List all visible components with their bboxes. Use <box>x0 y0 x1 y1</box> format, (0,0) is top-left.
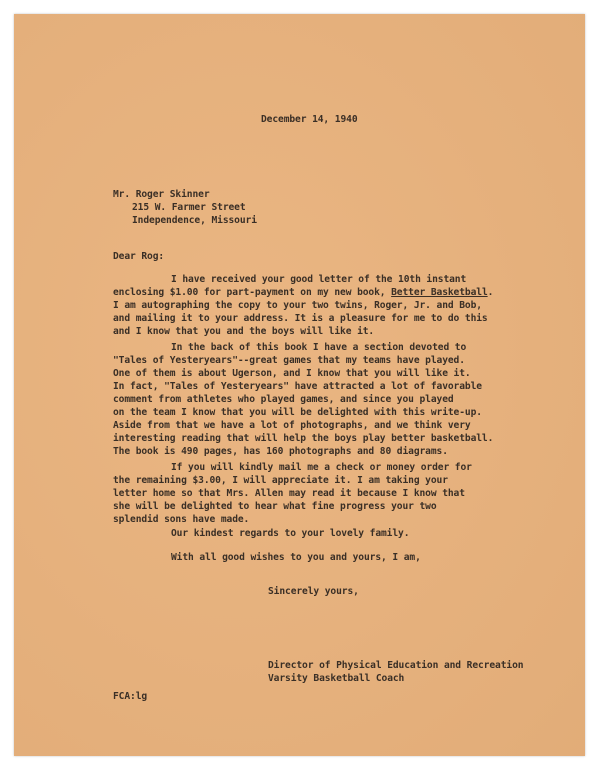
salutation: Dear Rog: <box>113 251 165 262</box>
recipient-name: Mr. Roger Skinner <box>113 189 210 200</box>
reference-initials: FCA:lg <box>113 691 148 702</box>
signature-block <box>268 659 523 685</box>
paragraph-3-line: the remaining $3.00, I will appreciate it. I am taking your <box>113 475 448 486</box>
signature-title-1: Director of Physical Education and Recreation <box>268 660 524 671</box>
paragraph-1-line: enclosing $1.00 for part-payment on my new book, Better Basketball. <box>113 287 494 298</box>
recipient-address <box>113 188 257 227</box>
paragraph-4: Our kindest regards to your lovely family. <box>171 528 410 539</box>
paragraph-2-line: interesting reading that will help the boys play better basketball. <box>113 433 494 444</box>
paragraph-2-line: "Tales of Yesteryears"--great games that my teams have played. <box>113 355 465 366</box>
closing: Sincerely yours, <box>268 586 359 597</box>
paragraph-1-line: and mailing it to your address. It is a pleasure for me to do this <box>113 313 488 324</box>
paragraph-2-line: The book is 490 pages, has 160 photographs and 80 diagrams. <box>113 446 448 457</box>
paragraph-2-line: Aside from that we have a lot of photographs, and we think very <box>113 420 471 431</box>
paragraph-2-line: comment from athletes who played games, and since you played <box>113 394 454 405</box>
paragraph-2-line: on the team I know that you will be delighted with this write-up. <box>113 407 482 418</box>
recipient-street: 215 W. Farmer Street <box>132 202 246 213</box>
recipient-city: Independence, Missouri <box>132 215 257 226</box>
paragraph-2-line: In the back of this book I have a section devoted to <box>171 342 467 353</box>
paragraph-3-line: she will be delighted to hear what fine progress your two <box>113 501 437 512</box>
paragraph-1 <box>113 273 493 338</box>
paragraph-1-line: and I know that you and the boys will like it. <box>113 326 375 337</box>
paragraph-3-line: If you will kindly mail me a check or money order for <box>171 462 472 473</box>
paragraph-3-line: splendid sons have made. <box>113 514 250 525</box>
signature-title-2: Varsity Basketball Coach <box>268 673 405 684</box>
paragraph-1-line: I have received your good letter of the 10th instant <box>171 274 467 285</box>
paragraph-3 <box>113 461 472 526</box>
paragraph-2-line: One of them is about Ugerson, and I know that you will like it. <box>113 368 471 379</box>
letter-page <box>14 14 585 756</box>
paragraph-3-line: letter home so that Mrs. Allen may read it because I know that <box>113 488 465 499</box>
paragraph-1-line: I am autographing the copy to your two twins, Roger, Jr. and Bob, <box>113 300 482 311</box>
letter-date: December 14, 1940 <box>261 114 358 125</box>
book-title: Better Basketball <box>391 287 488 298</box>
paragraph-2 <box>113 341 493 458</box>
paragraph-5: With all good wishes to you and yours, I am, <box>171 552 421 563</box>
paragraph-2-line: In fact, "Tales of Yesteryears" have attracted a lot of favorable <box>113 381 482 392</box>
